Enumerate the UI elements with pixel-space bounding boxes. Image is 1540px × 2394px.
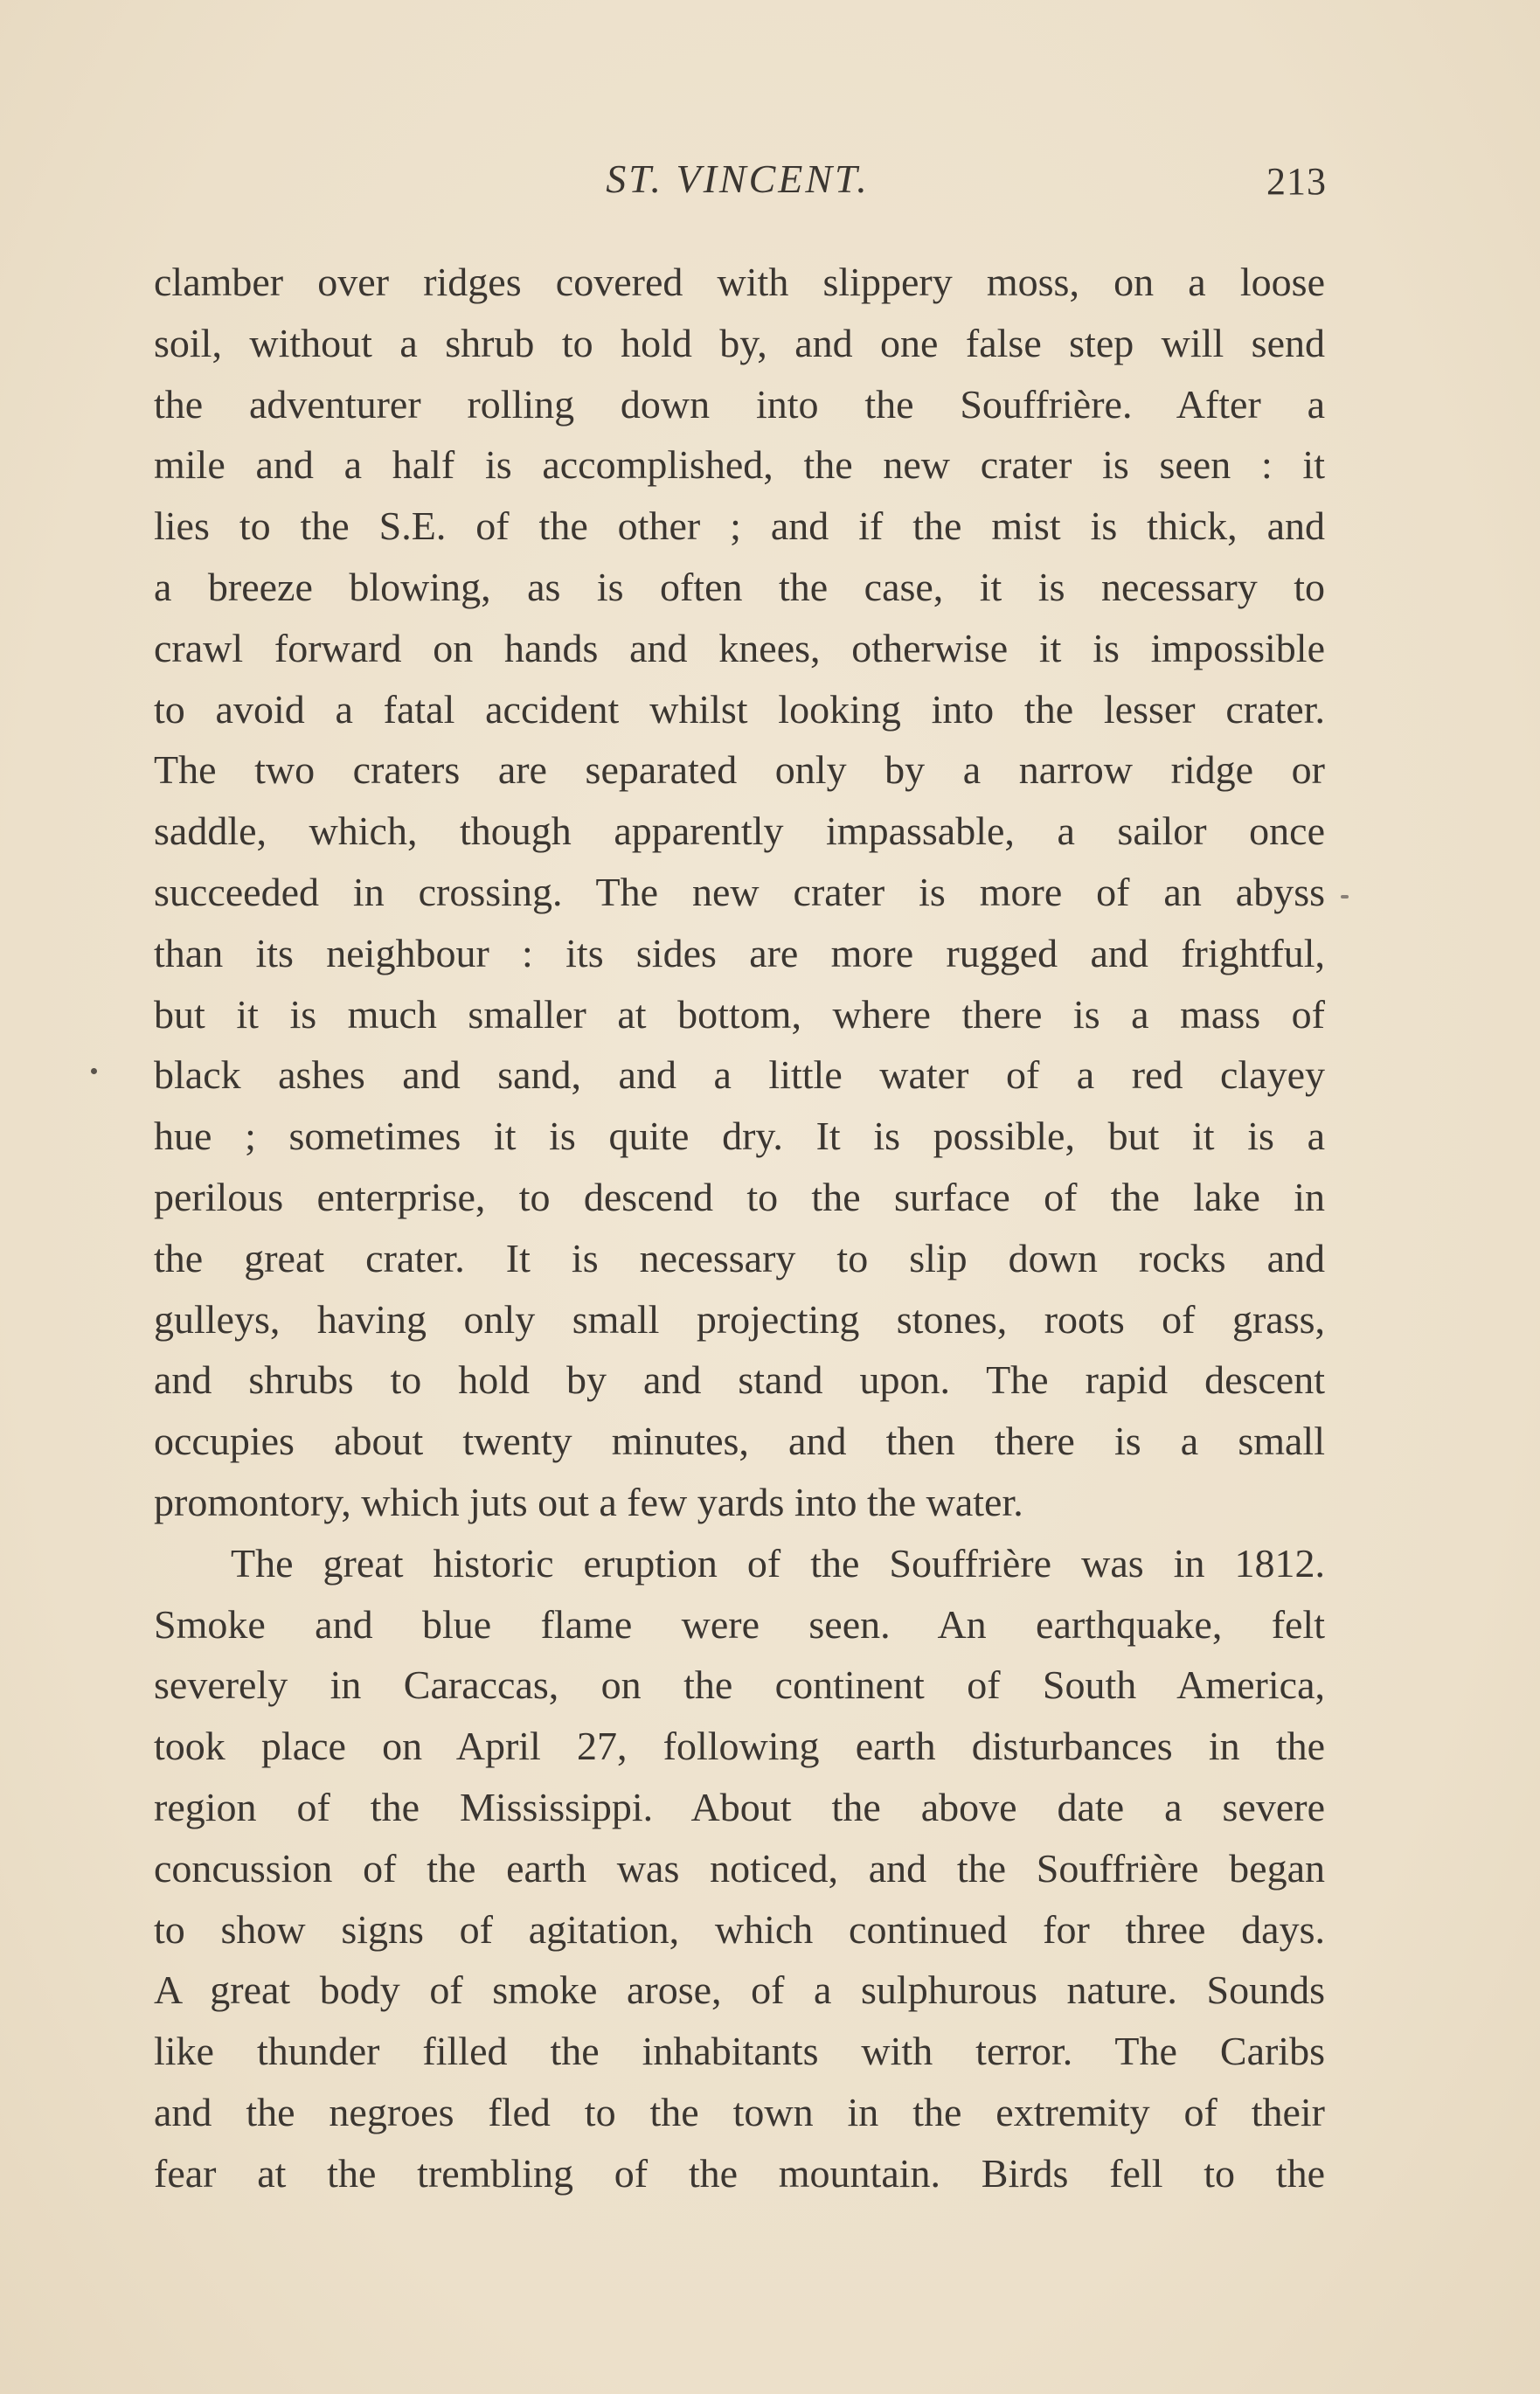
text-line: took place on April 27, following earth disturbances in the <box>154 1724 1325 1769</box>
text-line-paragraph-start: The great historic eruption of the Souffrière was in 1812. <box>231 1540 1325 1586</box>
text-line: the great crater. It is necessary to slip down rocks and <box>154 1235 1325 1280</box>
text-line: A great body of smoke arose, of a sulphurous nature. Sounds <box>154 1967 1325 2013</box>
text-line: than its neighbour : its sides are more rugged and frightful, <box>154 930 1325 975</box>
text-line: fear at the trembling of the mountain. Birds fell to the <box>154 2150 1325 2196</box>
running-title: ST. VINCENT. <box>606 156 870 201</box>
text-line: occupies about twenty minutes, and then there is a small <box>154 1419 1325 1464</box>
text-line: concussion of the earth was noticed, and the Souffrière began <box>154 1845 1325 1891</box>
text-line: severely in Caraccas, on the continent of South America, <box>154 1662 1325 1708</box>
text-line: clamber over ridges covered with slippery moss, on a loose <box>154 260 1325 304</box>
text-line: the adventurer rolling down into the Souffrière. After a <box>154 381 1325 427</box>
body-text <box>154 252 1325 2204</box>
text-line: and the negroes fled to the town in the extremity of their <box>154 2089 1325 2134</box>
text-line: gulleys, having only small projecting stones, roots of grass, <box>154 1296 1325 1342</box>
text-line: to avoid a fatal accident whilst looking into the lesser crater. <box>154 686 1325 732</box>
text-line: crawl forward on hands and knees, otherwise it is impossible <box>154 625 1325 670</box>
margin-speck <box>91 1068 97 1074</box>
text-line: black ashes and sand, and a little water of a red clayey <box>154 1052 1325 1098</box>
text-line: hue ; sometimes it is quite dry. It is possible, but it is a <box>154 1114 1325 1159</box>
text-line: soil, without a shrub to hold by, and one false step will send <box>154 320 1325 365</box>
margin-speck <box>1341 895 1349 899</box>
page-number: 213 <box>1266 160 1327 203</box>
text-line: The two craters are separated only by a narrow ridge or <box>154 747 1325 793</box>
text-line: but it is much smaller at bottom, where there is a mass of <box>154 991 1325 1037</box>
text-line: to show signs of agitation, which continued for three days. <box>154 1906 1325 1952</box>
text-line: and shrubs to hold by and stand upon. The rapid descent <box>154 1357 1325 1403</box>
text-line: mile and a half is accomplished, the new crater is seen : it <box>154 442 1325 488</box>
text-line: like thunder filled the inhabitants with terror. The Caribs <box>154 2029 1325 2074</box>
text-line: succeeded in crossing. The new crater is more of an abyss <box>154 869 1325 914</box>
text-line: lies to the S.E. of the other ; and if the mist is thick, and <box>154 503 1325 549</box>
text-line: a breeze blowing, as is often the case, it is necessary to <box>154 564 1325 609</box>
page-header <box>149 147 1327 208</box>
text-line: region of the Mississippi. About the above date a severe <box>154 1784 1325 1829</box>
text-line: Smoke and blue flame were seen. An earthquake, felt <box>154 1601 1325 1647</box>
text-line: promontory, which juts out a few yards into the water. <box>154 1479 1023 1524</box>
text-line: saddle, which, though apparently impassable, a sailor once <box>154 808 1325 854</box>
text-line: perilous enterprise, to descend to the surface of the lake in <box>154 1174 1325 1219</box>
